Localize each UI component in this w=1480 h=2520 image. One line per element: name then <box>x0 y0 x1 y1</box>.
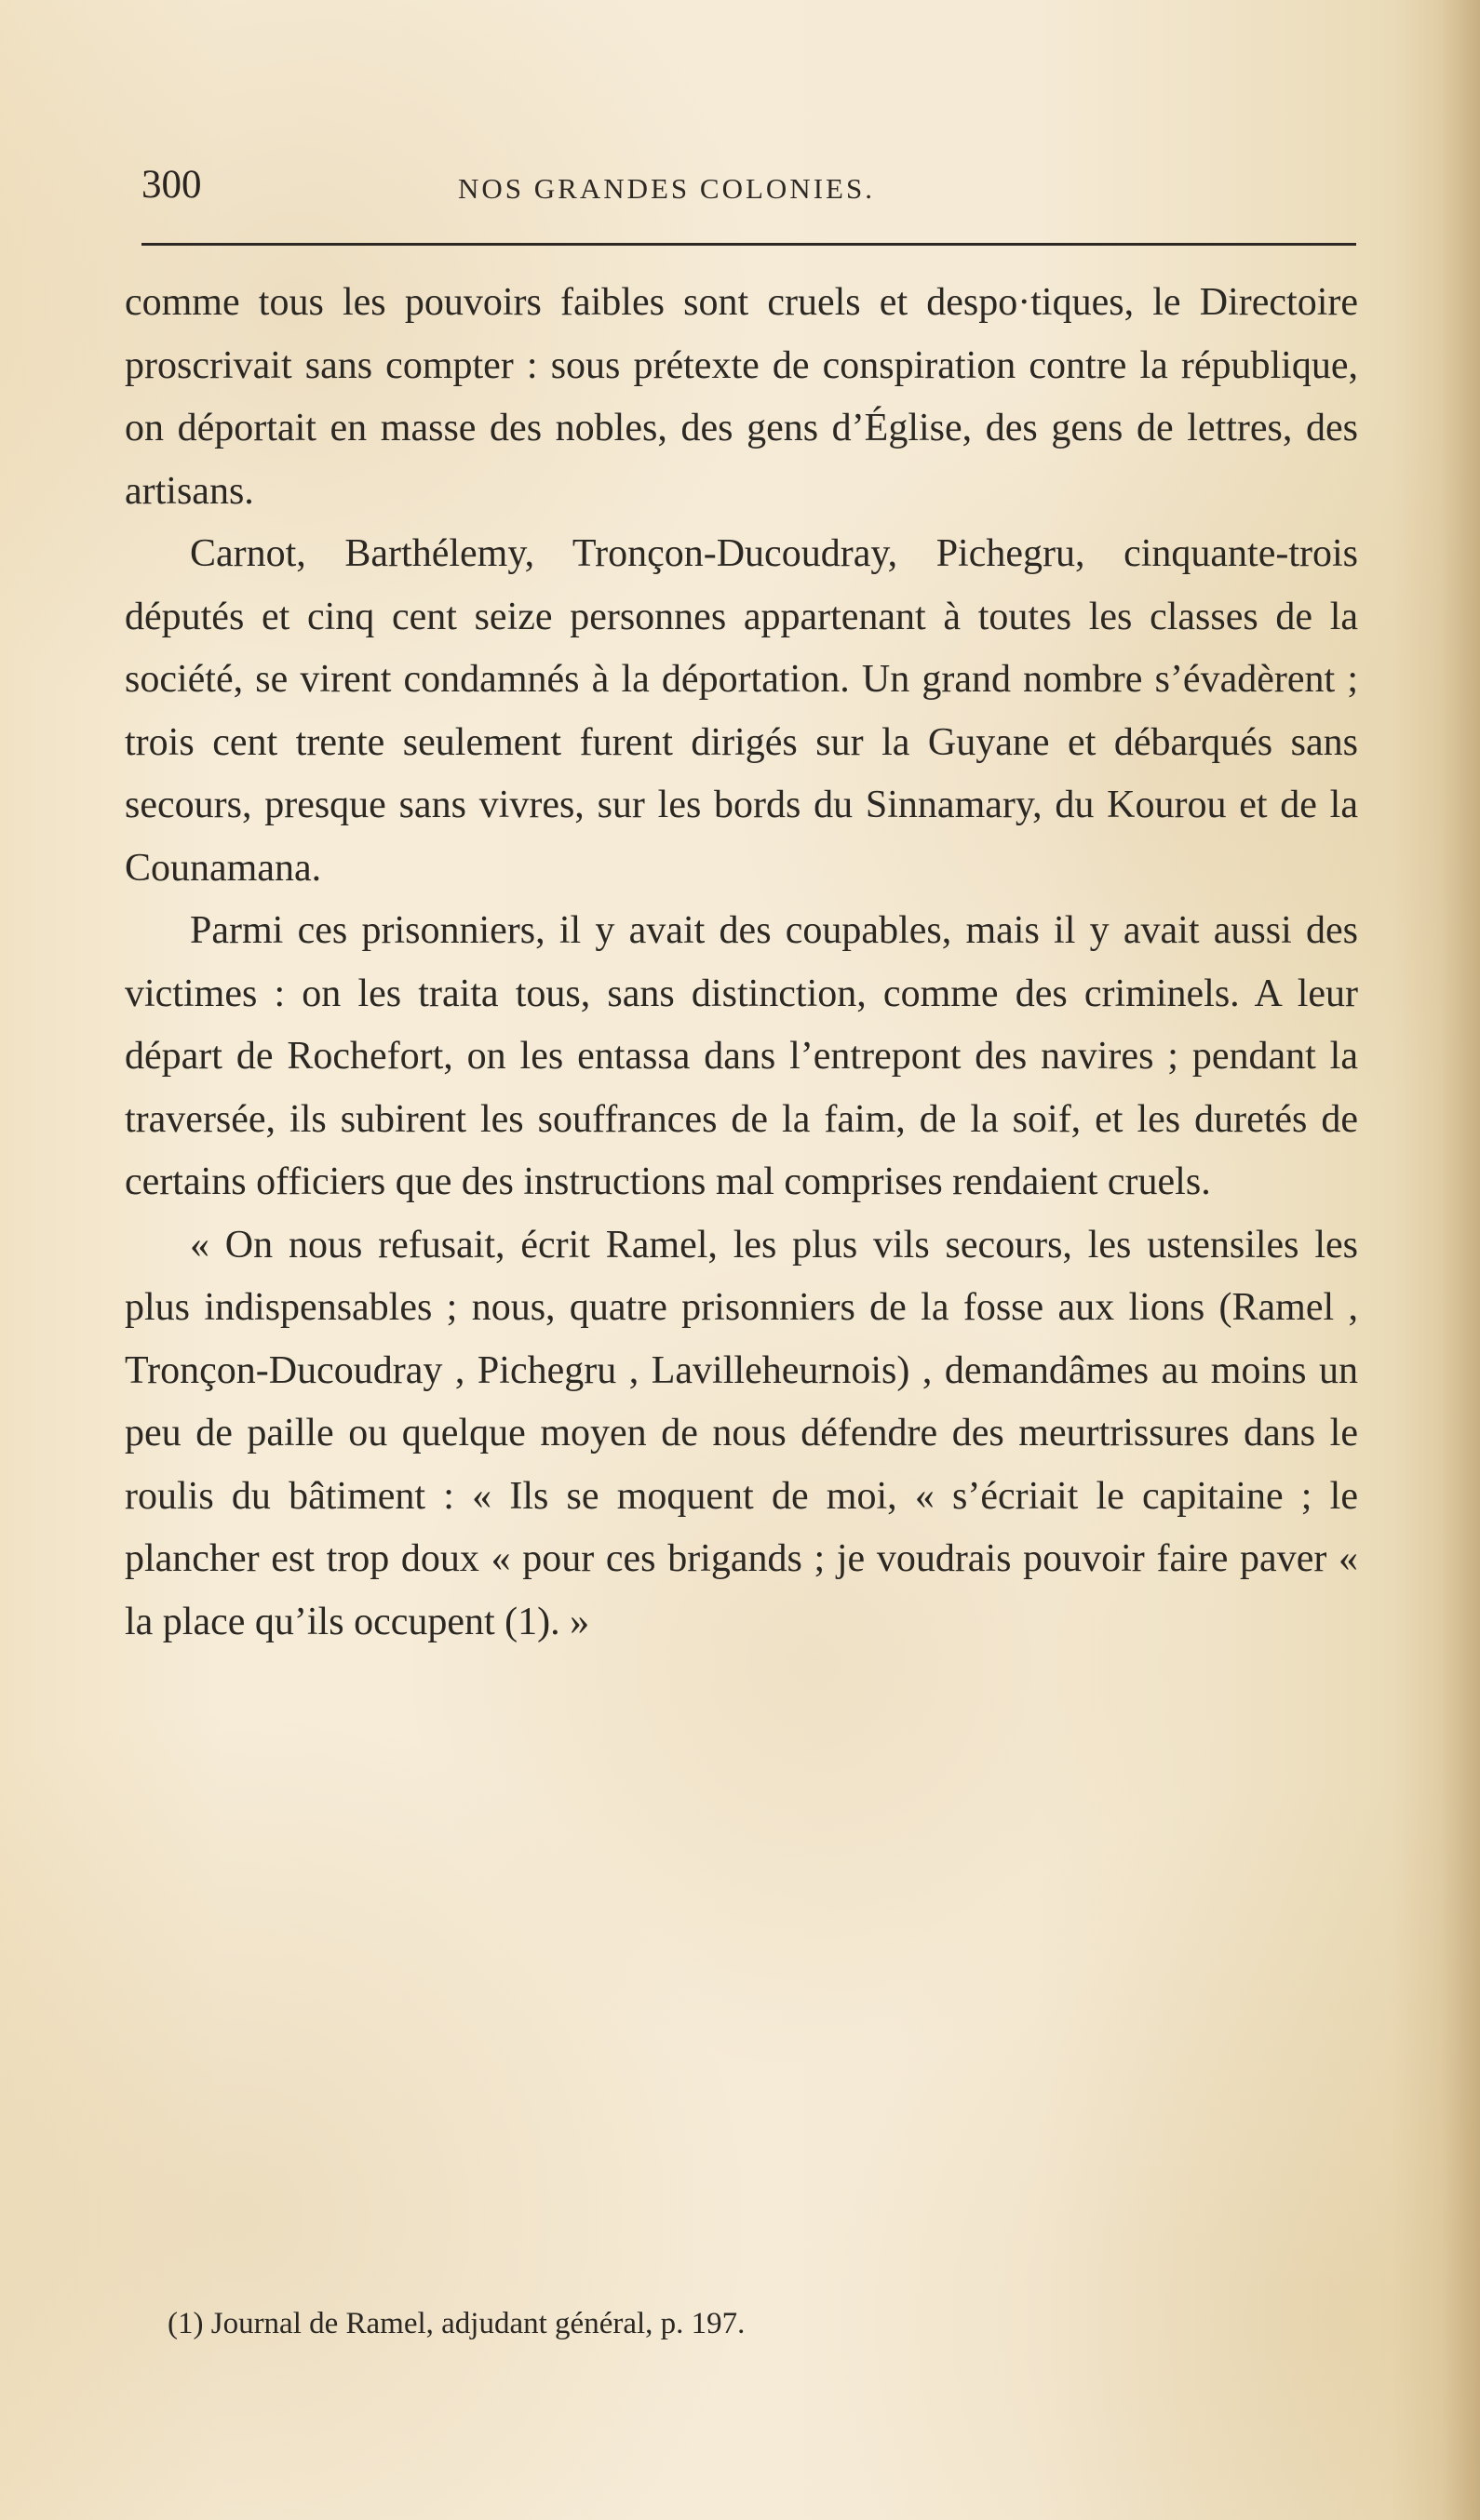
page-header <box>141 162 1356 214</box>
page-number: 300 <box>141 163 202 207</box>
header-rule <box>141 243 1356 246</box>
page-edge-shading <box>1441 0 1480 2520</box>
paragraph-1: comme tous les pouvoirs faibles sont cruels et despo·tiques, le Directoire proscrivait sans compter : sous prétexte de conspiration contre la république, on déportait en masse des nobles, des gens d’Église, des gens de lettres, des artisans. <box>125 281 1358 513</box>
paragraph-2: Carnot, Barthélemy, Tronçon-Ducoudray, Pichegru, cinquante-trois députés et cinq cent seize personnes appartenant à toutes les classes de la société, se virent condamnés à la déportation. Un grand nombre s’évadèrent ; trois cent trente seulement furent dirigés sur la Guyane et débarqués sans secours, presque sans vivres, sur les bords du Sinnamary, du Kourou et de la Counamana. <box>125 532 1358 890</box>
paragraph-3: Parmi ces prisonniers, il y avait des coupables, mais il y avait aussi des victimes : on les traita tous, sans distinction, comme des criminels. A leur départ de Rochefort, on les entassa dans l’entrepont des navires ; pendant la traversée, ils subirent les souffrances de la faim, de la soif, et les duretés de certains officiers que des instructions mal comprises rendaient cruels. <box>125 909 1358 1203</box>
paragraph-4: « On nous refusait, écrit Ramel, les plus vils secours, les ustensiles les plus indispensables ; nous, quatre prisonniers de la fosse aux lions (Ramel , Tronçon-Ducoudray , Pichegru , Lavilleheurnois) , demandâmes au moins un peu de paille ou quelque moyen de nous défendre des meurtrissures dans le roulis du bâtiment : « Ils se moquent de moi, « s’écriait le capitaine ; le plancher est trop doux « pour ces brigands ; je voudrais pouvoir faire paver « la place qu’ils occupent (1). » <box>125 1223 1358 1643</box>
running-title: NOS GRANDES COLONIES. <box>458 172 875 205</box>
main-text <box>125 272 1358 1654</box>
footnote: (1) Journal de Ramel, adjudant général, p. 197. <box>168 2307 746 2340</box>
